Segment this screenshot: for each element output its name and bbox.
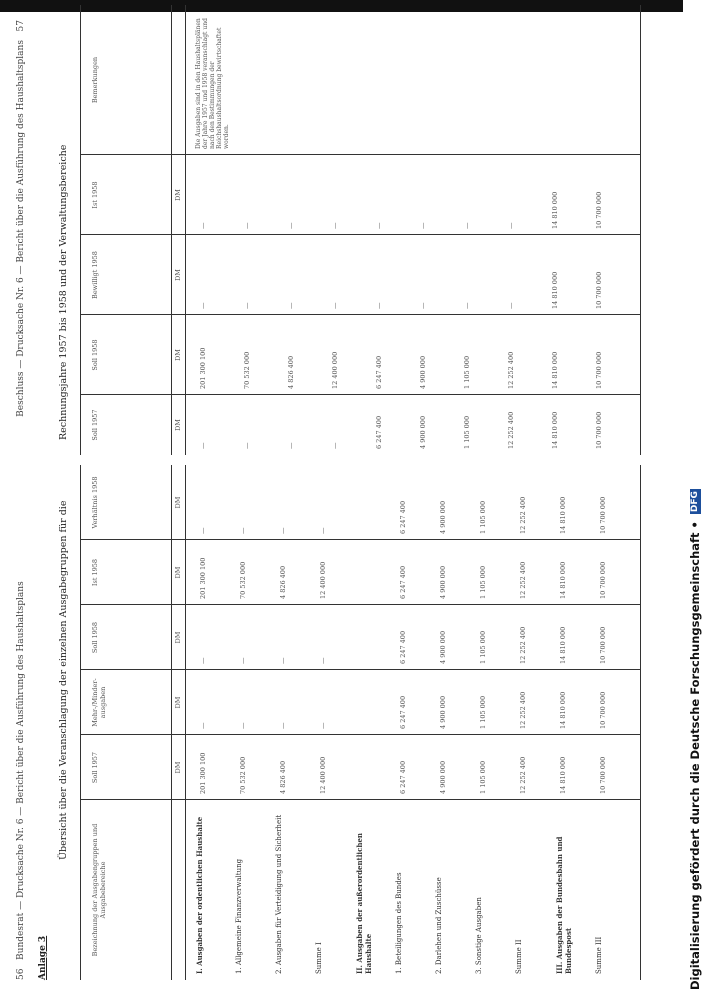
header-rule	[171, 5, 172, 455]
table-cell: 14 810 000	[551, 411, 559, 449]
row-label: Summe II	[515, 939, 523, 974]
table-cell: —	[243, 302, 251, 309]
column-unit: DM	[174, 696, 182, 709]
table-cell: 1 105 000	[463, 415, 471, 449]
table-cell: —	[199, 442, 207, 449]
table-cell: 1 105 000	[479, 630, 487, 664]
table-cell: 4 826 400	[279, 760, 287, 794]
table-cell: 4 900 000	[419, 355, 427, 389]
table-cell: —	[331, 222, 339, 229]
column-divider	[81, 154, 640, 155]
table-cell: 10 700 000	[595, 351, 603, 389]
column-divider	[81, 234, 640, 235]
table-cell: 12 252 400	[519, 496, 527, 534]
table-cell: 10 700 000	[595, 271, 603, 309]
table-cell: 70 532 000	[239, 756, 247, 794]
table-cell: 12 400 000	[319, 561, 327, 599]
table-cell: 12 252 400	[507, 411, 515, 449]
column-unit: DM	[174, 269, 182, 281]
table-cell: —	[375, 302, 383, 309]
column-header: Soll 1957	[91, 409, 99, 441]
table-cell: —	[507, 302, 515, 309]
table-cell: 14 810 000	[559, 561, 567, 599]
table-cell: 201 300 100	[199, 557, 207, 599]
row-label: Summe III	[595, 936, 603, 974]
table-cell: 4 900 000	[419, 415, 427, 449]
table-cell: 4 826 400	[287, 355, 295, 389]
table-cell: 10 700 000	[599, 496, 607, 534]
table-cell: —	[507, 222, 515, 229]
table-cell: 10 700 000	[595, 191, 603, 229]
table-cell: —	[419, 302, 427, 309]
table-cell: 10 700 000	[599, 756, 607, 794]
table-cell: —	[243, 442, 251, 449]
table-cell: —	[239, 722, 247, 729]
column-unit: DM	[174, 349, 182, 361]
column-unit: DM	[174, 419, 182, 431]
table-cell: —	[287, 442, 295, 449]
table-cell: 6 247 400	[375, 415, 383, 449]
dfg-logo: DFG	[690, 491, 700, 513]
table-cell: —	[319, 722, 327, 729]
dfg-credit-text: Digitalisierung gefördert durch die Deutsche Forschungsgemeinschaft •	[688, 521, 702, 990]
row-label: 1. Beteiligungen des Bundes	[395, 872, 403, 974]
table-cell: —	[199, 722, 207, 729]
table-cell: 12 400 000	[331, 351, 339, 389]
table-cell: —	[463, 222, 471, 229]
table-cell: 6 247 400	[399, 630, 407, 664]
appendix-label: Anlage 3	[38, 935, 48, 980]
column-unit: DM	[174, 761, 182, 774]
table-cell: 6 247 400	[399, 500, 407, 534]
table-cell: 14 810 000	[559, 691, 567, 729]
table-cell: 12 252 400	[507, 351, 515, 389]
column-unit: DM	[174, 189, 182, 201]
running-head	[16, 20, 30, 980]
column-header: Soll 1958	[91, 339, 99, 371]
row-label: Summe I	[315, 942, 323, 974]
column-header: Bezeichnung der Ausgabengruppen und Ausgabebereiche	[91, 823, 107, 957]
column-unit: DM	[174, 631, 182, 644]
table-cell: 201 300 100	[199, 752, 207, 794]
running-head-left-text: Bundesrat — Drucksache Nr. 6 — Bericht über die Ausführung des Haushaltsplans	[16, 581, 26, 960]
table-cell: 1 105 000	[479, 565, 487, 599]
right-table	[80, 5, 640, 455]
column-divider	[81, 799, 640, 800]
table-cell: —	[199, 222, 207, 229]
table-cell: —	[279, 657, 287, 664]
table-cell: 12 400 000	[319, 756, 327, 794]
table-cell: 70 532 000	[243, 351, 251, 389]
table-cell: —	[199, 527, 207, 534]
table-cell: —	[319, 657, 327, 664]
column-unit: DM	[174, 496, 182, 509]
table-cell: —	[279, 722, 287, 729]
row-label: I. Ausgaben der ordentlichen Haushalte	[195, 816, 204, 974]
table-cell: 10 700 000	[595, 411, 603, 449]
left-table	[80, 465, 640, 980]
header-unit-rule	[185, 465, 186, 980]
table-cell: 4 900 000	[439, 630, 447, 664]
table-cell: 4 900 000	[439, 760, 447, 794]
header-unit-rule	[185, 5, 186, 455]
table-cell: 6 247 400	[399, 695, 407, 729]
table-cell: —	[287, 222, 295, 229]
row-label: 2. Ausgaben für Verteidigung und Sicherheit	[275, 814, 283, 974]
table-title-right: Rechnungsjahre 1957 bis 1958 und der Verwaltungsbereiche	[58, 144, 69, 440]
column-divider	[81, 314, 640, 315]
table-cell: —	[199, 657, 207, 664]
table-bottom-rule	[640, 5, 641, 455]
column-divider	[81, 394, 640, 395]
table-cell: 201 300 100	[199, 347, 207, 389]
table-cell: —	[239, 527, 247, 534]
table-cell: 12 252 400	[519, 626, 527, 664]
column-divider	[81, 669, 640, 670]
table-cell: 14 810 000	[559, 496, 567, 534]
table-cell: 14 810 000	[551, 351, 559, 389]
table-cell: —	[375, 222, 383, 229]
table-cell: —	[199, 302, 207, 309]
table-cell: 6 247 400	[399, 565, 407, 599]
table-bottom-rule	[640, 465, 641, 980]
column-header: Soll 1958	[91, 621, 99, 654]
column-unit: DM	[174, 566, 182, 579]
table-cell: 14 810 000	[559, 626, 567, 664]
page-number-right: 57	[16, 20, 26, 32]
column-header: Ist 1958	[91, 558, 99, 587]
column-divider	[81, 604, 640, 605]
table-cell: —	[279, 527, 287, 534]
column-header: Ist 1958	[91, 181, 99, 209]
column-divider	[81, 539, 640, 540]
column-header: Verhältnis 1958	[91, 476, 99, 529]
remark-note: Die Ausgaben sind in den Haushaltsplänen der Jahre 1957 und 1958 veranschlagt und nach den Bestimmungen der Reichshaushaltsordnung bewirtschaftet worden.	[195, 18, 230, 149]
table-cell: 1 105 000	[463, 355, 471, 389]
table-cell: —	[239, 657, 247, 664]
table-cell: —	[287, 302, 295, 309]
row-label: 2. Darlehen und Zuschüsse	[435, 877, 443, 974]
table-cell: 6 247 400	[399, 760, 407, 794]
column-header: Mehr-/Minder- ausgaben	[91, 678, 107, 727]
header-rule	[171, 465, 172, 980]
table-cell: —	[331, 302, 339, 309]
table-title-left: Übersicht über die Veranschlagung der einzelnen Ausgabegruppen für die	[58, 500, 69, 860]
table-cell: 4 900 000	[439, 565, 447, 599]
table-cell: 4 900 000	[439, 695, 447, 729]
table-cell: 10 700 000	[599, 626, 607, 664]
table-cell: 10 700 000	[599, 691, 607, 729]
table-cell: 70 532 000	[239, 561, 247, 599]
running-head-right	[16, 20, 26, 417]
row-label: 3. Sonstige Ausgaben	[475, 897, 483, 974]
table-cell: 4 900 000	[439, 500, 447, 534]
dfg-sidebar-text	[683, 0, 707, 1000]
table-cell: —	[419, 222, 427, 229]
running-head-left	[16, 581, 26, 980]
column-divider	[81, 734, 640, 735]
table-cell: —	[463, 302, 471, 309]
table-cell: 12 252 400	[519, 756, 527, 794]
table-cell: 10 700 000	[599, 561, 607, 599]
column-header: Soll 1957	[91, 751, 99, 784]
row-label: III. Ausgaben der Bundesbahn und Bundespost	[555, 836, 573, 974]
table-cell: 4 826 400	[279, 565, 287, 599]
table-cell: 14 810 000	[559, 756, 567, 794]
page-number-left: 56	[16, 968, 26, 980]
column-header: Bewilligt 1958	[91, 251, 99, 299]
table-cell: 1 105 000	[479, 695, 487, 729]
table-cell: 14 810 000	[551, 271, 559, 309]
table-cell: 6 247 400	[375, 355, 383, 389]
row-label: II. Ausgaben der außerordentlichen Haushalte	[355, 833, 373, 974]
column-header: Bemerkungen	[91, 56, 99, 104]
table-cell: 12 252 400	[519, 691, 527, 729]
row-label: 1. Allgemeine Finanzverwaltung	[235, 858, 243, 974]
table-cell: 12 252 400	[519, 561, 527, 599]
table-cell: 1 105 000	[479, 500, 487, 534]
running-head-right-text: Beschluss — Drucksache Nr. 6 — Bericht über die Ausführung des Haushaltsplans	[16, 40, 26, 417]
table-cell: —	[331, 442, 339, 449]
table-cell: 1 105 000	[479, 760, 487, 794]
table-cell: —	[319, 527, 327, 534]
table-cell: 14 810 000	[551, 191, 559, 229]
table-cell: —	[243, 222, 251, 229]
